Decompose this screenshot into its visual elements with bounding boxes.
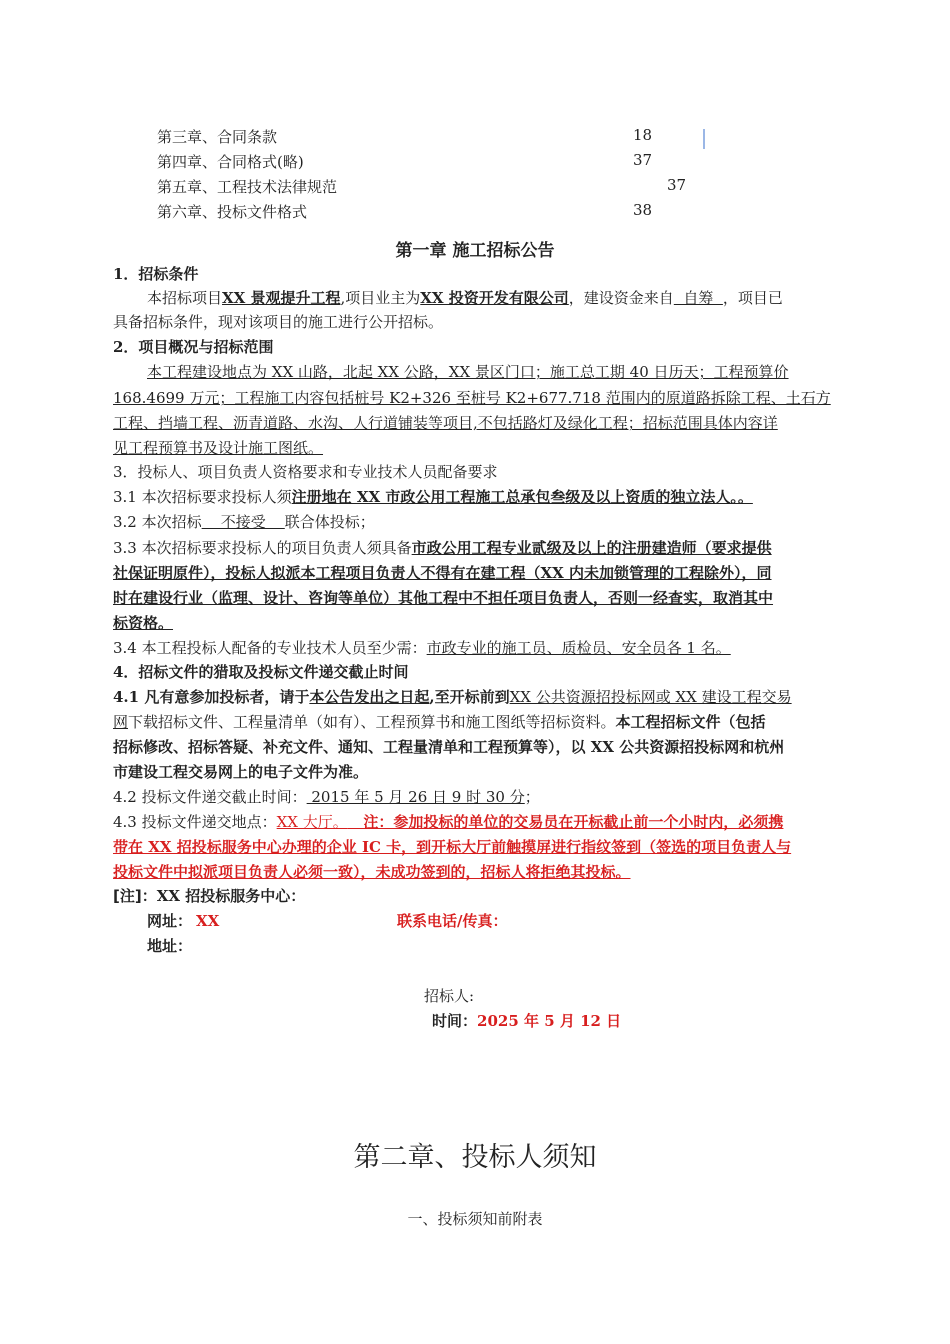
- section1-paragraph-line2: 具备招标条件，现对该项目的施工进行公开招标。: [113, 313, 444, 331]
- toc-page-ch4: 37: [633, 151, 653, 169]
- section1-title: 1．招标条件: [113, 265, 199, 283]
- section3-4: [113, 636, 731, 660]
- download-site-cont[interactable]: 网: [113, 713, 129, 731]
- section1-paragraph-line1: [147, 286, 783, 310]
- section3-3-line3: 时在建设行业（监理、设计、咨询等单位）其他工程中不担任项目负责人，否则一经查实，取消其中: [113, 589, 774, 607]
- section4-3-line3: 投标文件中拟派项目负责人必须一致），未成功签到的，招标人将拒绝其投标。: [113, 863, 631, 881]
- text-cursor: [703, 129, 705, 149]
- section2-line3: 工程、挡墙工程、沥青道路、水沟、人行道铺装等项目,不包括路灯及绿化工程；招标范围具体内容详: [113, 414, 778, 432]
- service-center: XX 招投标服务中心：: [156, 887, 306, 905]
- toc-page-ch3: 18: [633, 126, 653, 144]
- section3-3-line2: 社保证明原件），投标人拟派本工程项目负责人不得有在建工程（XX 内未加锁管理的工程除外），同: [113, 564, 772, 582]
- toc-page-ch6: 38: [633, 201, 653, 219]
- submit-location: XX 大厅。: [276, 813, 348, 831]
- tenderer-label: 招标人:: [424, 987, 475, 1005]
- text: ；: [524, 788, 540, 806]
- text: 4.3 投标文件递交地点：: [113, 813, 277, 831]
- chapter1-title: 第一章 施工招标公告: [395, 241, 555, 261]
- text: ，建设资金来自: [568, 289, 674, 307]
- chapter2-title: 第二章、投标人须知: [353, 1142, 597, 1173]
- chapter2-subtitle: 一、投标须知前附表: [407, 1210, 543, 1228]
- toc-item-ch5[interactable]: 第五章、工程技术法律规范: [157, 178, 338, 196]
- address-label: 地址：: [147, 937, 193, 955]
- text: 3.4 本工程投标人配备的专业技术人员至少需：: [113, 639, 427, 657]
- section3-3-line4: 标资格。: [113, 614, 174, 632]
- section4-3-line2: 带在 XX 招投标服务中心办理的企业 IC 卡，到开标大厅前触摸屏进行指纹签到（签选的项目负责人与: [113, 838, 792, 856]
- section2-line4: 见工程预算书及设计施工图纸。: [113, 439, 324, 457]
- section2-line2: 168.4699 万元；工程施工内容包括桩号 K2+326 至桩号 K2+677.718 范围内的原道路拆除工程、土石方: [113, 389, 831, 407]
- manager-requirement: 市政公用工程专业贰级及以上的注册建造师（要求提供: [411, 539, 772, 557]
- text: 4.1 凡有意参加投标者，请于: [113, 688, 310, 706]
- section2-title: 2．项目概况与招标范围: [113, 338, 274, 356]
- qualification-requirement: 注册地在 XX 市政公用工程施工总承包叁级及以上资质的独立法人。。: [291, 488, 753, 506]
- phone-label: 联系电话/传真：: [397, 912, 508, 930]
- fund-source: 自筹: [673, 289, 723, 307]
- website-value[interactable]: XX: [196, 912, 220, 930]
- text: 联合体投标；: [284, 513, 375, 531]
- toc-item-ch3[interactable]: 第三章、合同条款: [157, 128, 278, 146]
- text: ,至开标前到: [429, 688, 510, 706]
- toc-page-ch5: 37: [667, 176, 687, 194]
- text: 下载招标文件、工程量清单（如有）、工程预算书和施工图纸等招标资料。: [128, 713, 616, 731]
- section3-title: 3．投标人、项目负责人资格要求和专业技术人员配备要求: [113, 463, 498, 481]
- section4-3-line1: [113, 810, 783, 834]
- time-label: 时间：: [432, 1012, 478, 1030]
- section3-1: [113, 485, 753, 509]
- section4-2: [113, 785, 540, 809]
- signin-note: 注：参加投标的单位的交易员在开标截止前一个小时内，必须携: [347, 813, 784, 831]
- start-time: 本公告发出之日起: [309, 688, 430, 706]
- section3-2: [113, 510, 375, 534]
- text: 3.3 本次招标要求投标人的项目负责人须具备: [113, 539, 412, 557]
- note-line: [113, 884, 305, 908]
- download-site[interactable]: XX 公共资源招投标网或 XX 建设工程交易: [509, 688, 792, 706]
- section3-3-line1: [113, 536, 772, 560]
- section4-1-line2: [113, 710, 766, 734]
- project-name: XX 景观提升工程: [222, 289, 341, 307]
- text: 本招标项目: [147, 289, 223, 307]
- text: 本工程招标文件（包括: [615, 713, 766, 731]
- text: ,项目业主为: [340, 289, 421, 307]
- note-label: [注]：: [113, 887, 157, 905]
- deadline: 2015 年 5 月 26 日 9 时 30 分: [306, 788, 525, 806]
- section4-1-line3: 招标修改、招标答疑、补充文件、通知、工程量清单和工程预算等），以 XX 公共资源招投标网和杭州: [113, 738, 785, 756]
- toc-item-ch4[interactable]: 第四章、合同格式(略): [157, 153, 304, 171]
- toc-item-ch6[interactable]: 第六章、投标文件格式: [157, 203, 308, 221]
- consortium-value: 不接受: [201, 513, 285, 531]
- text: ，项目已: [722, 289, 783, 307]
- section4-title: 4．招标文件的猎取及投标文件递交截止时间: [113, 663, 409, 681]
- staff-requirement: 市政专业的施工员、质检员、安全员各 1 名。: [426, 639, 731, 657]
- owner-name: XX 投资开发有限公司: [420, 289, 569, 307]
- section4-1-line4: 市建设工程交易网上的电子文件为准。: [113, 763, 369, 781]
- section2-line1: 本工程建设地点为 XX 山路，北起 XX 公路，XX 景区门口；施工总工期 40 日历天；工程预算价: [147, 363, 789, 381]
- date-line: [432, 1010, 621, 1031]
- text: 3.2 本次招标: [113, 513, 202, 531]
- website-label: 网址：: [147, 912, 193, 930]
- time-value: 2025 年 5 月 12 日: [477, 1012, 622, 1030]
- text: 3.1 本次招标要求投标人须: [113, 488, 292, 506]
- text: 4.2 投标文件递交截止时间：: [113, 788, 307, 806]
- section4-1-line1: [113, 685, 792, 709]
